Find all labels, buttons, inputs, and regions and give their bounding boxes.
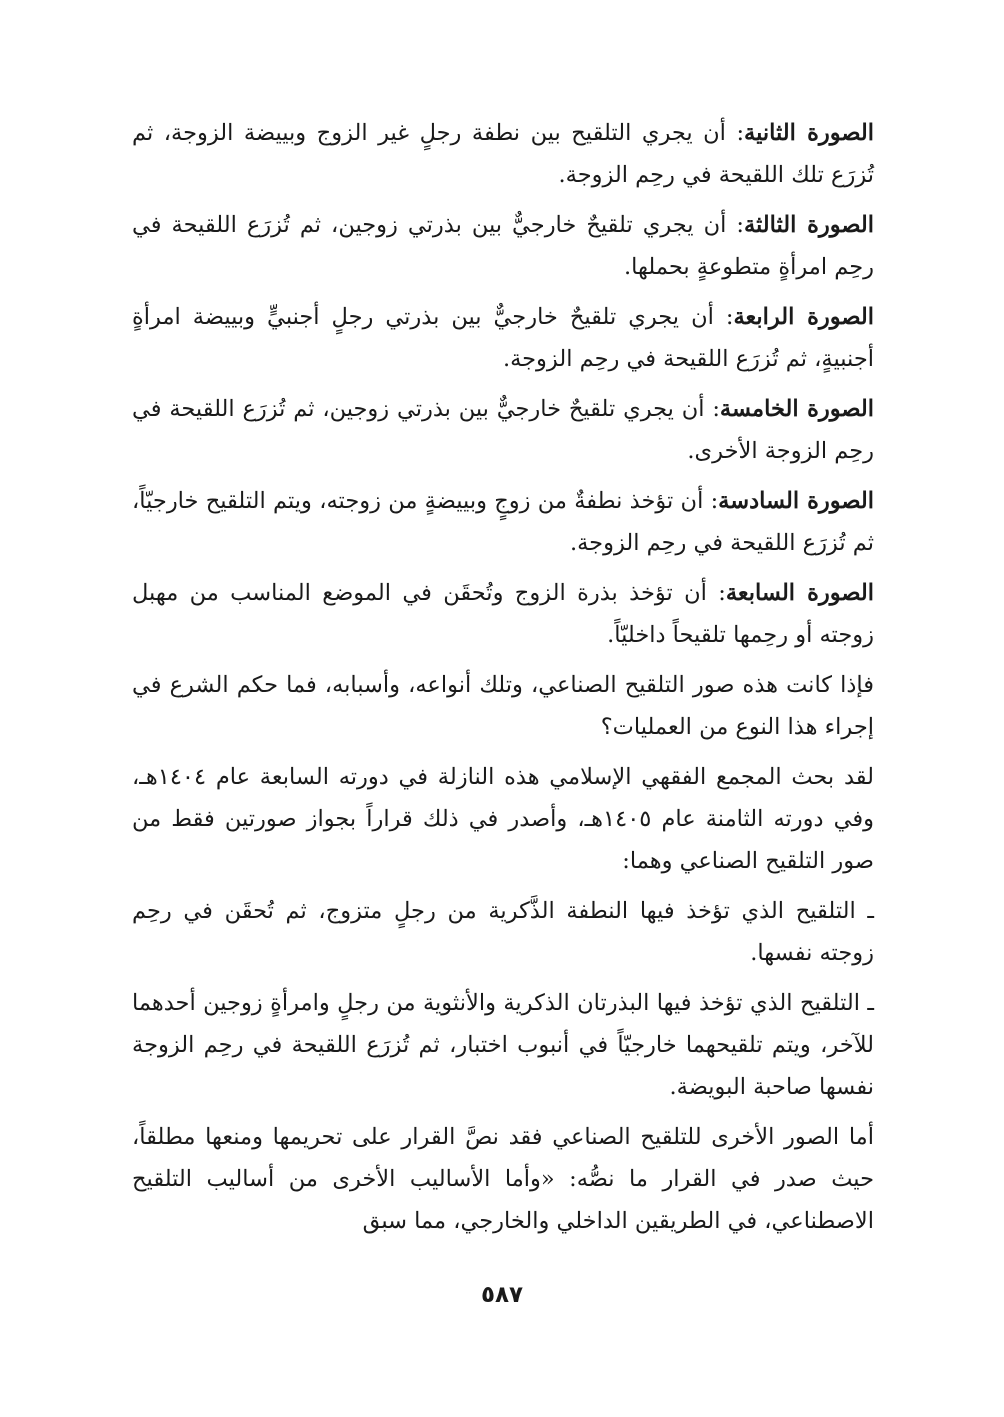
paragraph-text: لقد بحث المجمع الفقهي الإسلامي هذه النازلة في دورته السابعة عام ١٤٠٤هـ، وفي دورته الثامنة عام ١٤٠٥هـ، وأصدر في ذلك قراراً بجواز صورتين فقط من صور التلقيح الصناعي وهما: [132, 764, 874, 874]
paragraph-text: : أن يجري تلقيحٌ خارجيٌّ بين بذرتي زوجين، ثم تُزرَع اللقيحة في رحِم الزوجة الأخرى. [132, 396, 874, 464]
paragraph-lead: الصورة الثالثة [743, 212, 874, 238]
paragraph-text: : أن يجري تلقيحٌ خارجيٌّ بين بذرتي زوجين، ثم تُزرَع اللقيحة في رحِم امرأةٍ متطوعةٍ بحملها. [132, 212, 874, 280]
paragraph-permitted-form-two [132, 982, 874, 1108]
paragraph-lead: الصورة الخامسة [719, 396, 874, 422]
paragraph-third-form [132, 204, 874, 288]
paragraph-text: : أن تؤخذ بذرة الزوج وتُحقَن في الموضع المناسب من مهبل زوجته أو رحِمها تلقيحاً داخليّاً. [132, 580, 874, 648]
paragraph-seventh-form [132, 572, 874, 656]
paragraph-text: فإذا كانت هذه صور التلقيح الصناعي، وتلك أنواعه، وأسبابه، فما حكم الشرع في إجراء هذا النوع من العمليات؟ [132, 672, 874, 740]
paragraph-lead: الصورة السادسة [718, 488, 874, 514]
paragraph-prohibited-forms [132, 1116, 874, 1242]
page-body [132, 112, 874, 1292]
paragraph-text: : أن يجري التلقيح بين نطفة رجلٍ غير الزوج وبييضة الزوجة، ثم تُزرَع تلك اللقيحة في رحِم الزوجة. [132, 120, 874, 188]
paragraph-question [132, 664, 874, 748]
paragraph-fifth-form [132, 388, 874, 472]
paragraph-lead: الصورة السابعة [725, 580, 874, 606]
paragraph-lead: الصورة الثانية [744, 120, 874, 146]
paragraph-text: : أن يجري تلقيحٌ خارجيٌّ بين بذرتي رجلٍ أجنبيٍّ وبييضة امرأةٍ أجنبيةٍ، ثم تُزرَع اللقيحة في رحِم الزوجة. [132, 304, 874, 372]
page-number: ٥٨٧ [480, 1282, 524, 1308]
paragraph-lead: الصورة الرابعة [733, 304, 874, 330]
paragraph-text: أما الصور الأخرى للتلقيح الصناعي فقد نصَّ القرار على تحريمها ومنعها مطلقاً، حيث صدر في القرار ما نصُّه: «وأما الأساليب الأخرى من أساليب التلقيح الاصطناعي، في الطريقين الداخلي والخارجي، مما سبق [132, 1124, 874, 1234]
paragraph-fourth-form [132, 296, 874, 380]
paragraph-text: ـ التلقيح الذي تؤخذ فيها النطفة الذَّكرية من رجلٍ متزوج، ثم تُحقَن في رحِم زوجته نفسها. [132, 898, 874, 966]
paragraph-text: : أن تؤخذ نطفةٌ من زوجٍ وبييضةٍ من زوجته، ويتم التلقيح خارجيّاً، ثم تُزرَع اللقيحة في رحِم الزوجة. [132, 488, 874, 556]
paragraph-sixth-form [132, 480, 874, 564]
paragraph-second-form [132, 112, 874, 196]
paragraph-text: ـ التلقيح الذي تؤخذ فيها البذرتان الذكرية والأنثوية من رجلٍ وامرأةٍ زوجين أحدهما للآخر، ويتم تلقيحهما خارجيّاً في أنبوب اختبار، ثم تُزرَع اللقيحة في رحِم الزوجة نفسها صاحبة البويضة. [132, 990, 874, 1100]
paragraph-permitted-form-one [132, 890, 874, 974]
paragraph-council-research [132, 756, 874, 882]
